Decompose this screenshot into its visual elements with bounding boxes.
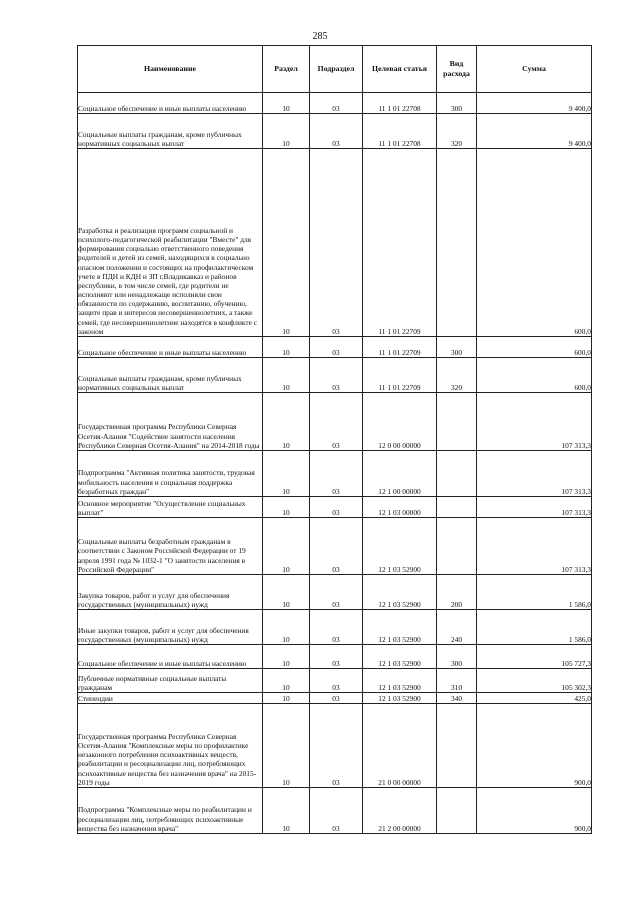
- table-row: [78, 93, 592, 114]
- row-type: [437, 451, 477, 497]
- table-row: [78, 358, 592, 393]
- row-subsection: 03: [310, 497, 363, 518]
- header-target-article: Целевая статья: [363, 46, 437, 93]
- row-section: 10: [263, 669, 310, 693]
- table-row: [78, 693, 592, 704]
- row-type: 200: [437, 575, 477, 610]
- row-name: Социальное обеспечение и иные выплаты населению: [78, 337, 263, 358]
- row-section: 10: [263, 337, 310, 358]
- row-article: 11 1 01 22709: [363, 337, 437, 358]
- row-type: [437, 393, 477, 451]
- table-row: [78, 645, 592, 669]
- header-expense-type: Вид расхода: [437, 46, 477, 93]
- page-number: 285: [312, 31, 328, 42]
- table-row: [78, 704, 592, 788]
- row-type: [437, 704, 477, 788]
- row-subsection: 03: [310, 451, 363, 497]
- row-subsection: 03: [310, 358, 363, 393]
- table-header-row: [78, 46, 592, 93]
- row-amount: 1 586,0: [477, 610, 592, 645]
- row-section: 10: [263, 704, 310, 788]
- row-article: 12 0 00 00000: [363, 393, 437, 451]
- table-row: [78, 393, 592, 451]
- row-type: 340: [437, 693, 477, 704]
- row-subsection: 03: [310, 149, 363, 337]
- row-amount: 107 313,3: [477, 497, 592, 518]
- row-section: 10: [263, 693, 310, 704]
- row-article: 11 1 01 22708: [363, 114, 437, 149]
- row-type: [437, 497, 477, 518]
- row-name: Государственная программа Республики Северная Осетия-Алания "Содействие занятости населения Республики Северная Осетия-Алания" на 2014-2018 годы: [78, 393, 263, 451]
- row-subsection: 03: [310, 575, 363, 610]
- row-section: 10: [263, 149, 310, 337]
- row-amount: 600,0: [477, 358, 592, 393]
- row-subsection: 03: [310, 610, 363, 645]
- row-article: 12 1 03 52900: [363, 610, 437, 645]
- row-section: 10: [263, 497, 310, 518]
- table-row: [78, 575, 592, 610]
- row-subsection: 03: [310, 337, 363, 358]
- row-amount: 105 727,3: [477, 645, 592, 669]
- row-name: Стипендии: [78, 693, 263, 704]
- row-amount: 600,0: [477, 149, 592, 337]
- row-article: 11 1 01 22708: [363, 93, 437, 114]
- row-amount: 900,0: [477, 704, 592, 788]
- row-name: Разработка и реализация программ социальной и психолого-педагогической реабилитации "Вместе" для формирования социально ответственного поведения родителей и детей из семей, находящихся в социально опасном положении и состоящих на профилактическом учете в ПДН и КДН и ЗП г.Владикавказ и районов республики, в том числе семей, где родители не исполняют или ненадлежаще исполняли свои обязанности по содержанию, воспитанию, обучению, защите прав и интересов несовершеннолетних, а также семей, где несовершеннолетние находятся в конфликте с законом: [78, 149, 263, 337]
- row-article: 12 1 03 52900: [363, 645, 437, 669]
- row-amount: 1 586,0: [477, 575, 592, 610]
- row-section: 10: [263, 358, 310, 393]
- row-name: Социальное обеспечение и иные выплаты населению: [78, 93, 263, 114]
- row-section: 10: [263, 610, 310, 645]
- header-section: Раздел: [263, 46, 310, 93]
- row-name: Закупка товаров, работ и услуг для обеспечения государственных (муниципальных) нужд: [78, 575, 263, 610]
- table-row: [78, 451, 592, 497]
- row-subsection: 03: [310, 704, 363, 788]
- row-subsection: 03: [310, 93, 363, 114]
- row-subsection: 03: [310, 645, 363, 669]
- row-name: Социальные выплаты гражданам, кроме публичных нормативных социальных выплат: [78, 114, 263, 149]
- row-article: 11 1 01 22709: [363, 358, 437, 393]
- row-subsection: 03: [310, 393, 363, 451]
- row-subsection: 03: [310, 518, 363, 575]
- row-section: 10: [263, 575, 310, 610]
- row-amount: 425,0: [477, 693, 592, 704]
- row-section: 10: [263, 93, 310, 114]
- row-type: 240: [437, 610, 477, 645]
- row-article: 12 1 03 52900: [363, 669, 437, 693]
- header-amount: Сумма: [477, 46, 592, 93]
- row-type: 300: [437, 645, 477, 669]
- row-subsection: 03: [310, 669, 363, 693]
- row-section: 10: [263, 645, 310, 669]
- row-type: 300: [437, 93, 477, 114]
- table-row: [78, 518, 592, 575]
- row-amount: 9 400,0: [477, 93, 592, 114]
- row-section: 10: [263, 114, 310, 149]
- table-row: [78, 497, 592, 518]
- row-type: 300: [437, 337, 477, 358]
- row-type: [437, 518, 477, 575]
- row-name: Подпрограмма "Активная политика занятости, трудовая мобильность населения и социальная поддержка безработных граждан": [78, 451, 263, 497]
- row-amount: 9 400,0: [477, 114, 592, 149]
- row-name: Социальное обеспечение и иные выплаты населению: [78, 645, 263, 669]
- row-section: 10: [263, 451, 310, 497]
- row-type: [437, 149, 477, 337]
- row-type: 320: [437, 114, 477, 149]
- row-name: Публичные нормативные социальные выплаты гражданам: [78, 669, 263, 693]
- row-name: Социальные выплаты безработным гражданам в соответствии с Законом Российской Федерации от 19 апреля 1991 года № 1032-1 "О занятости населения в Российской Федерации": [78, 518, 263, 575]
- row-amount: 600,0: [477, 337, 592, 358]
- row-subsection: 03: [310, 788, 363, 834]
- header-subsection: Подраздел: [310, 46, 363, 93]
- row-article: 12 1 03 52900: [363, 575, 437, 610]
- row-name: Основное мероприятие "Осуществление социальных выплат": [78, 497, 263, 518]
- table-row: [78, 788, 592, 834]
- row-article: 12 1 03 52900: [363, 518, 437, 575]
- row-amount: 107 313,3: [477, 518, 592, 575]
- row-article: 12 1 03 00000: [363, 497, 437, 518]
- row-article: 21 2 00 00000: [363, 788, 437, 834]
- header-name: Наименование: [78, 46, 263, 93]
- table-row: [78, 337, 592, 358]
- row-name: Подпрограмма "Комплексные меры по реабилитации и ресоциализации лиц, потребляющих психоактивные вещества без назначения врача": [78, 788, 263, 834]
- row-subsection: 03: [310, 114, 363, 149]
- row-name: Иные закупки товаров, работ и услуг для обеспечения государственных (муниципальных) нужд: [78, 610, 263, 645]
- table-row: [78, 149, 592, 337]
- row-subsection: 03: [310, 693, 363, 704]
- row-amount: 900,0: [477, 788, 592, 834]
- row-amount: 107 313,3: [477, 451, 592, 497]
- row-article: 11 1 01 22709: [363, 149, 437, 337]
- row-section: 10: [263, 393, 310, 451]
- row-amount: 105 302,3: [477, 669, 592, 693]
- row-section: 10: [263, 788, 310, 834]
- row-name: Социальные выплаты гражданам, кроме публичных нормативных социальных выплат: [78, 358, 263, 393]
- row-amount: 107 313,3: [477, 393, 592, 451]
- row-name: Государственная программа Республики Северная Осетия-Алания "Комплексные меры по профилактике незаконного потребления психоактивных веществ, реабилитации и ресоциализации лиц, потребляющих психоактивные вещества без назначения врача" на 2015-2019 годы: [78, 704, 263, 788]
- row-type: 310: [437, 669, 477, 693]
- table-row: [78, 610, 592, 645]
- budget-table: [77, 45, 592, 834]
- row-article: 21 0 00 00000: [363, 704, 437, 788]
- row-section: 10: [263, 518, 310, 575]
- row-type: [437, 788, 477, 834]
- table-row: [78, 669, 592, 693]
- row-article: 12 1 00 00000: [363, 451, 437, 497]
- row-article: 12 1 03 52900: [363, 693, 437, 704]
- row-type: 320: [437, 358, 477, 393]
- table-row: [78, 114, 592, 149]
